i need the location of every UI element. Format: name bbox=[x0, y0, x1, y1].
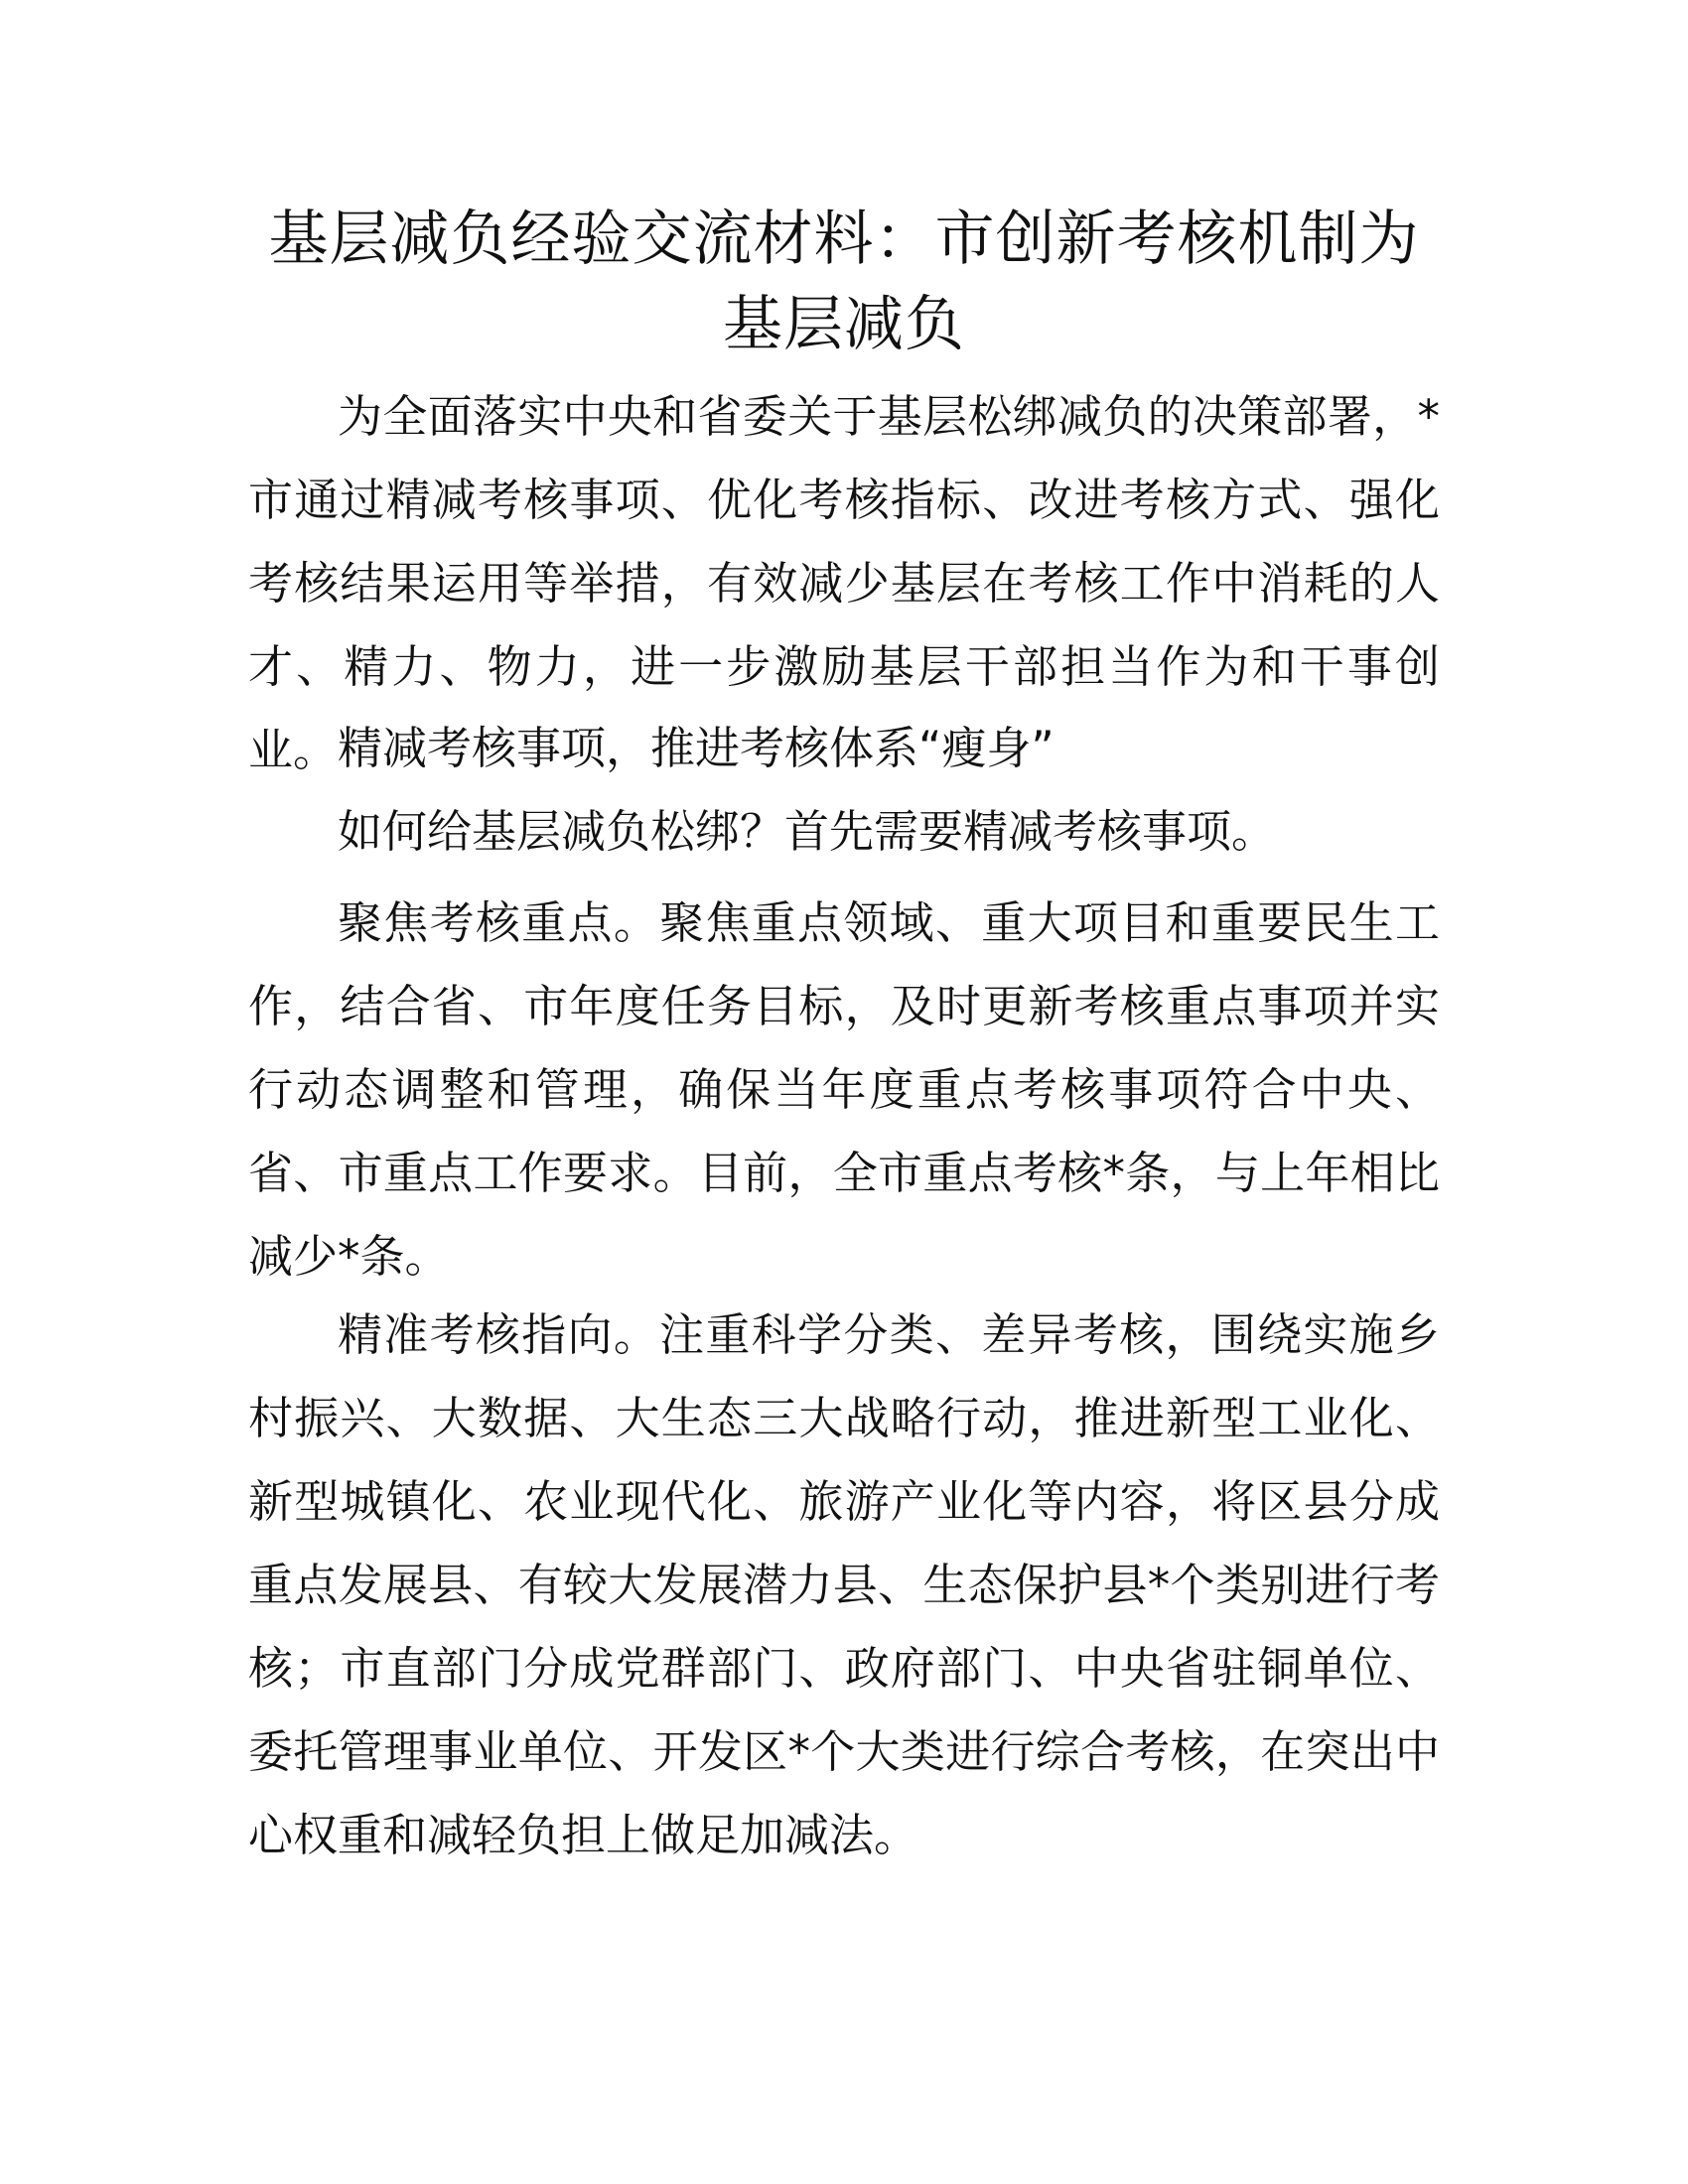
section-heading: 精减考核事项，推进考核体系“瘦身” bbox=[338, 722, 1055, 774]
paragraph-precision: 精准考核指向。注重科学分类、差异考核，围绕实施乡村振兴、大数据、大生态三大战略行动，推进新型工业化、新型城镇化、农业现代化、旅游产业化等内容，将区县分成重点发展县、有较大发展潜力县、生态保护县*个类别进行考核；市直部门分成党群部门、政府部门、中央省驻铜单位、委托管理事业单位、开发区*个大类进行综合考核，在突出中心权重和减轻负担上做足加减法。 bbox=[248, 1308, 1440, 1861]
paragraph-question: 如何给基层减负松绑？首先需要精减考核事项。 bbox=[338, 805, 1277, 858]
paragraph-focus: 聚焦考核重点。聚焦重点领域、重大项目和重要民生工作，结合省、市年度任务目标，及时更新考核重点事项并实行动态调整和管理，确保当年度重点考核事项符合中央、省、市重点工作要求。目前，全市重点考核*条，与上年相比减少*条。 bbox=[248, 896, 1440, 1283]
paragraph-intro: 为全面落实中央和省委关于基层松绑减负的决策部署，*市通过精减考核事项、优化考核指标、改进考核方式、强化考核结果运用等举措，有效减少基层在考核工作中消耗的人才、精力、物力，进一步激励基层干部担当作为和干事创业。 bbox=[248, 390, 1440, 776]
document-title: 基层减负经验交流材料：市创新考核机制为基层减负 bbox=[268, 205, 1420, 359]
